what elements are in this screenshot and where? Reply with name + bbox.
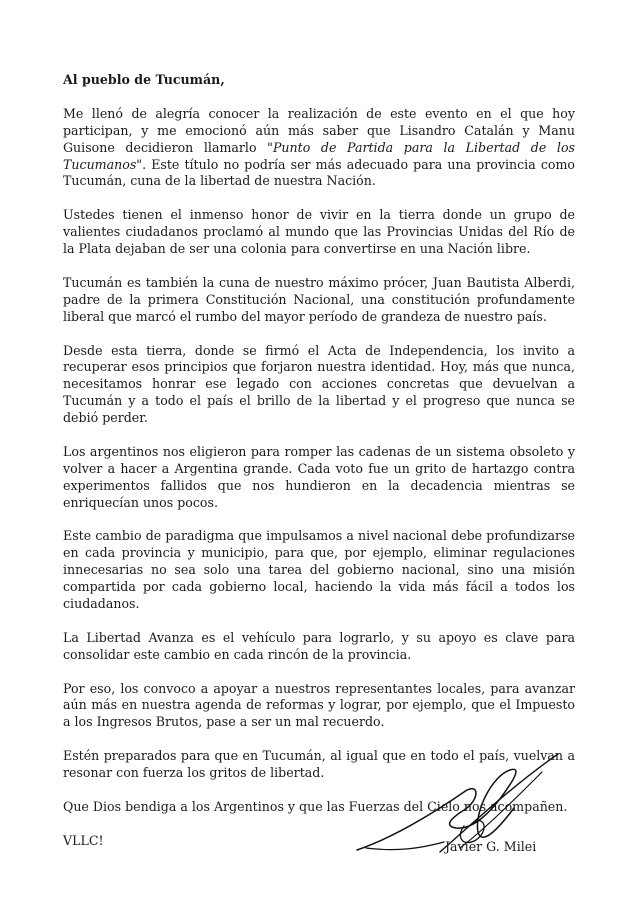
paragraph-7: La Libertad Avanza es el vehículo para lograrlo, y su apoyo es clave para consolidar este cambio en cada rincón de la provincia.	[63, 629, 575, 662]
closing-motto: VLLC!	[63, 832, 104, 848]
paragraph-6: Este cambio de paradigma que impulsamos a nivel nacional debe profundizarse en cada provincia y municipio, para que, por ejemplo, eliminar regulaciones innecesarias no sea solo una tarea del gobierno nacional, sino una misión compartida por cada gobierno local, haciendo la vida más fácil a todos los ciudadanos.	[63, 528, 575, 611]
paragraph-1-text-start: Me llenó de alegría conocer la realización de este evento en el que hoy participan, y me emocionó aún más saber que Lisandro Catalán y Manu Guisone decidieron llamarlo "	[63, 105, 575, 155]
letter-greeting: Al pueblo de Tucumán,	[63, 72, 225, 87]
signature-stroke-long	[440, 754, 558, 852]
paragraph-4: Desde esta tierra, donde se firmó el Acta de Independencia, los invito a recuperar esos principios que forjaron nuestra identidad. Hoy, más que nunca, necesitamos honrar ese legado con acciones concretas que devuelvan a Tucumán y a todo el país el brillo de la libertad y el progreso que nunca se debió perder.	[63, 342, 575, 425]
paragraph-8: Por eso, los convoco a apoyar a nuestros representantes locales, para avanzar aún más en nuestra agenda de reformas y lograr, por ejemplo, que el Impuesto a los Ingresos Brutos, pase a ser un mal recuerdo.	[63, 680, 575, 730]
paragraph-5: Los argentinos nos eligieron para romper las cadenas de un sistema obsoleto y volver a hacer a Argentina grande. Cada voto fue un grito de hartazgo contra experimentos fallidos que nos hundieron en la decadencia mientras se enriquecían unos pocos.	[63, 443, 575, 510]
signature-stroke-second	[460, 772, 542, 848]
paragraph-9: Estén preparados para que en Tucumán, al igual que en todo el país, vuelvan a resonar con fuerza los gritos de libertad.	[63, 748, 575, 780]
paragraph-3: Tucumán es también la cuna de nuestro máximo prócer, Juan Bautista Alberdi, padre de la primera Constitución Nacional, una constitución profundamente liberal que marcó el rumbo del mayor período de grandeza de nuestro país.	[63, 274, 575, 324]
paragraph-1	[63, 106, 575, 190]
signature-stroke-main	[357, 769, 516, 850]
letter-body	[63, 72, 575, 850]
paragraph-10: Que Dios bendiga a los Argentinos y que las Fuerzas del Cielo nos acompañen.	[63, 798, 568, 814]
signer-name: Javier G. Milei	[445, 839, 537, 854]
signature-stroke-underline	[366, 842, 444, 850]
paragraph-2: Ustedes tienen el inmenso honor de vivir en la tierra donde un grupo de valientes ciudadanos proclamó al mundo que las Provincias Unidas del Río de la Plata dejaban de ser una colonia para convertirse en una Nación libre.	[63, 207, 575, 256]
paragraph-1-text-end: ". Este título no podría ser más adecuado para una provincia como Tucumán, cuna de la libertad de nuestra Nación.	[63, 156, 575, 189]
event-title: Punto de Partida para la Libertad de los Tucumanos	[63, 139, 576, 172]
